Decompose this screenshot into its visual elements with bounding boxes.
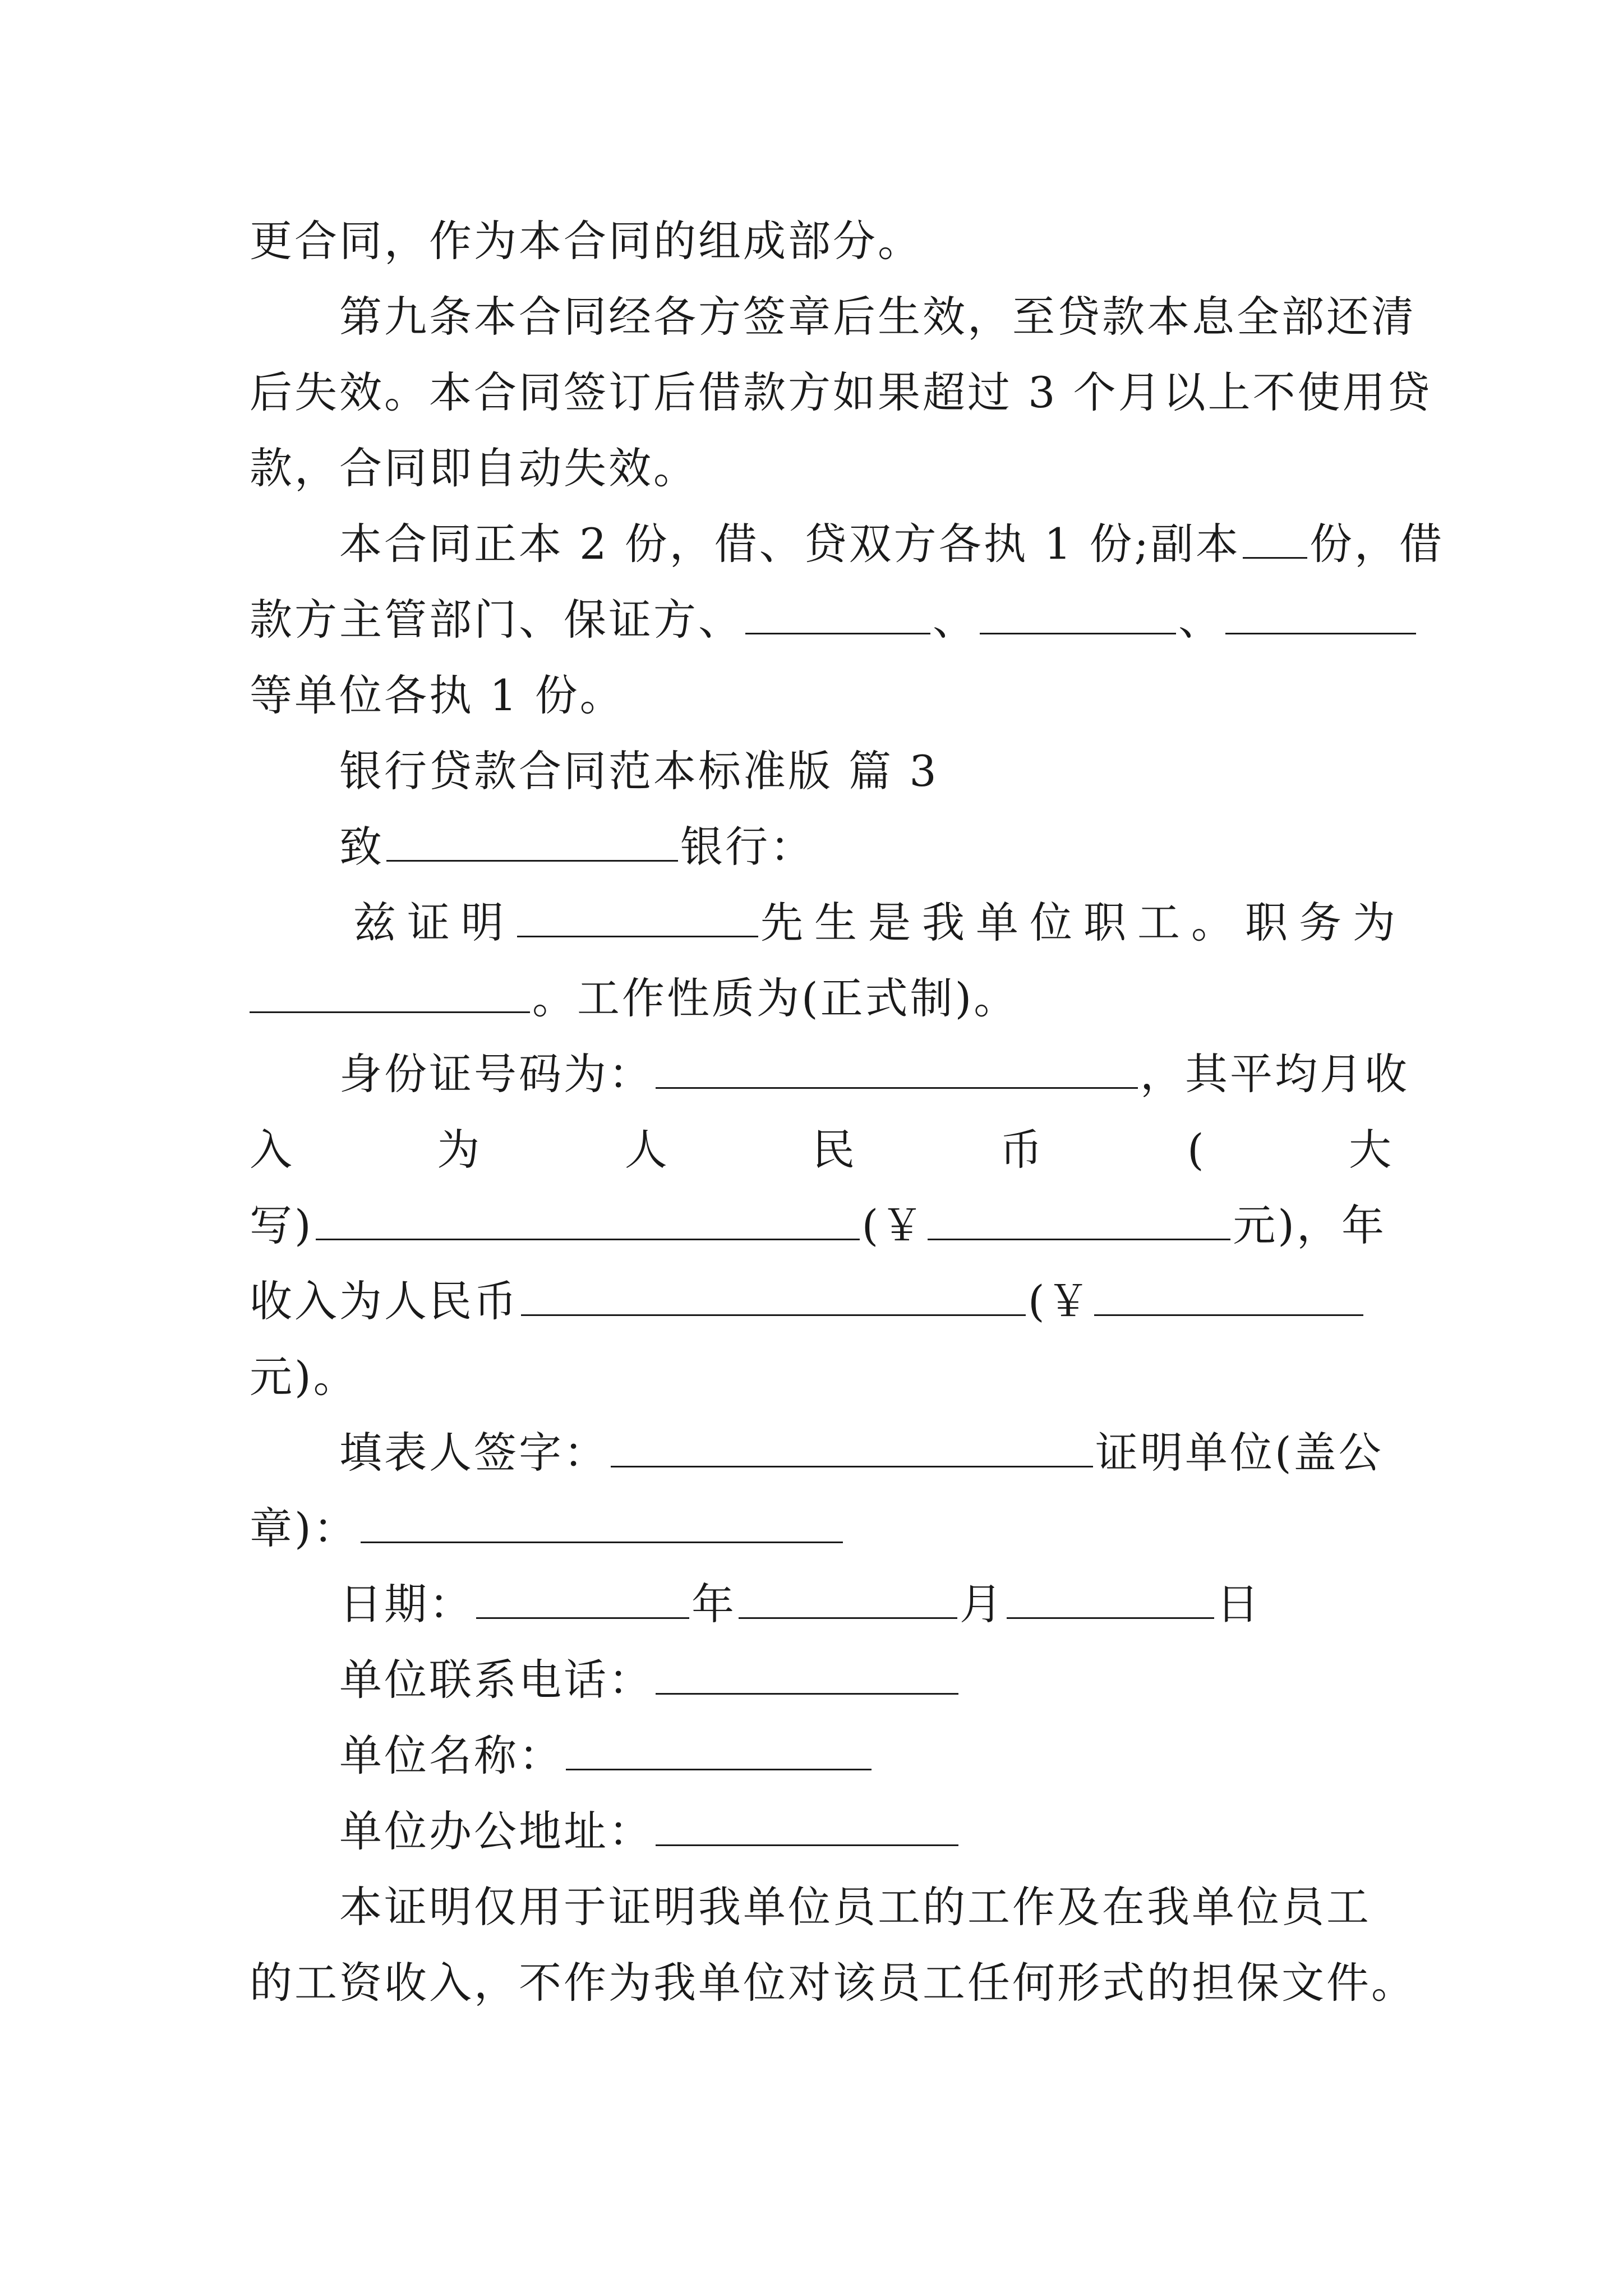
text-line <box>250 1198 1394 1254</box>
text-line <box>339 1803 1394 1860</box>
text: 本证明仅用于证明我单位员工的工作及在我单位员工 <box>339 1882 1371 1932</box>
text-line <box>353 895 1408 951</box>
text: 大 <box>1349 1125 1394 1175</box>
blank-field <box>1225 595 1416 634</box>
blank-field <box>656 1655 958 1695</box>
text: 兹证明 <box>353 898 515 947</box>
text-line <box>250 1273 1394 1329</box>
text-line <box>250 365 1432 421</box>
text-line <box>339 1046 1409 1102</box>
text: 收入为人民币 <box>250 1276 519 1326</box>
blank-field <box>361 1503 843 1543</box>
text: 入 <box>250 1125 294 1175</box>
blank-field <box>745 595 930 634</box>
text: 先生是我单位职工。职务为 <box>760 898 1407 947</box>
text: (￥ <box>1028 1276 1092 1326</box>
blank-field <box>1007 1579 1214 1619</box>
blank-field <box>656 1806 958 1846</box>
text: 款方主管部门、保证方、 <box>250 595 743 645</box>
text: 单位名称： <box>339 1731 564 1780</box>
text: 月 <box>960 1579 1004 1629</box>
blank-field <box>476 1579 689 1619</box>
text-line <box>339 819 1394 875</box>
text-line <box>339 1425 1394 1481</box>
text: 填表人签字： <box>339 1428 608 1478</box>
text: ( <box>1187 1125 1206 1175</box>
text-line <box>250 592 1394 648</box>
text-line <box>339 1879 1394 1935</box>
text: 元)。 <box>250 1352 358 1402</box>
text: 证明单位(盖公 <box>1095 1428 1384 1478</box>
text: ，其平均月收 <box>1140 1049 1409 1099</box>
blank-field <box>739 1579 957 1619</box>
text-line <box>250 1955 1427 2011</box>
text-line <box>250 213 1394 269</box>
text: 、 <box>1178 595 1223 645</box>
section-heading <box>339 743 1394 799</box>
text: 日 <box>1216 1579 1261 1629</box>
text-line <box>339 1728 1394 1784</box>
text: 、 <box>933 595 978 645</box>
blank-field <box>566 1731 872 1770</box>
text: 人 <box>624 1125 670 1175</box>
text-line <box>339 1652 1394 1708</box>
text: 。工作性质为(正式制)。 <box>532 973 1019 1023</box>
text: 份，借 <box>1309 519 1444 569</box>
blank-field <box>1243 519 1307 559</box>
text: 后失效。本合同签订后借款方如果超过 3 个月以上不使用贷 <box>250 367 1432 417</box>
text: 元)，年 <box>1233 1200 1386 1250</box>
text: 日期： <box>339 1579 474 1629</box>
blank-field <box>611 1428 1093 1467</box>
spread-text-line <box>250 1122 1394 1178</box>
text-line <box>250 1501 1394 1557</box>
text-line <box>339 289 1416 345</box>
text: 单位联系电话： <box>339 1655 653 1705</box>
text-line <box>250 1349 1394 1405</box>
blank-field <box>386 822 678 862</box>
text: 银行贷款合同范本标准版 篇 3 <box>339 746 939 796</box>
text: 第九条本合同经各方签章后生效，至贷款本息全部还清 <box>339 292 1416 342</box>
text-line <box>250 668 1394 724</box>
text: 写) <box>250 1200 313 1250</box>
text-line <box>339 516 1444 572</box>
text: 本合同正本 2 份，借、贷双方各执 1 份;副本 <box>339 519 1241 569</box>
text: 年 <box>691 1579 736 1629</box>
text-line <box>250 440 1394 496</box>
text: 款，合同即自动失效。 <box>250 443 698 493</box>
text: 币 <box>999 1125 1045 1175</box>
blank-field <box>1094 1276 1363 1316</box>
text: 的工资收入，不作为我单位对该员工任何形式的担保文件。 <box>250 1958 1416 2008</box>
blank-field <box>517 898 758 937</box>
text-line <box>250 970 1394 1027</box>
text-line <box>339 1576 1394 1632</box>
text: 致 <box>339 822 384 872</box>
text: (￥ <box>861 1200 926 1250</box>
text: 单位办公地址： <box>339 1806 653 1856</box>
text: 身份证号码为： <box>339 1049 653 1099</box>
text: 等单位各执 1 份。 <box>250 670 625 720</box>
text: 为 <box>437 1125 482 1175</box>
text: 银行： <box>680 822 815 872</box>
blank-field <box>521 1276 1026 1316</box>
blank-field <box>928 1200 1230 1240</box>
blank-field <box>656 1049 1138 1089</box>
blank-field <box>316 1200 860 1240</box>
blank-field <box>980 595 1176 634</box>
text: 更合同，作为本合同的组成部分。 <box>250 216 923 266</box>
text: 章)： <box>250 1503 358 1553</box>
text: 民 <box>812 1125 857 1175</box>
blank-field <box>250 973 530 1013</box>
